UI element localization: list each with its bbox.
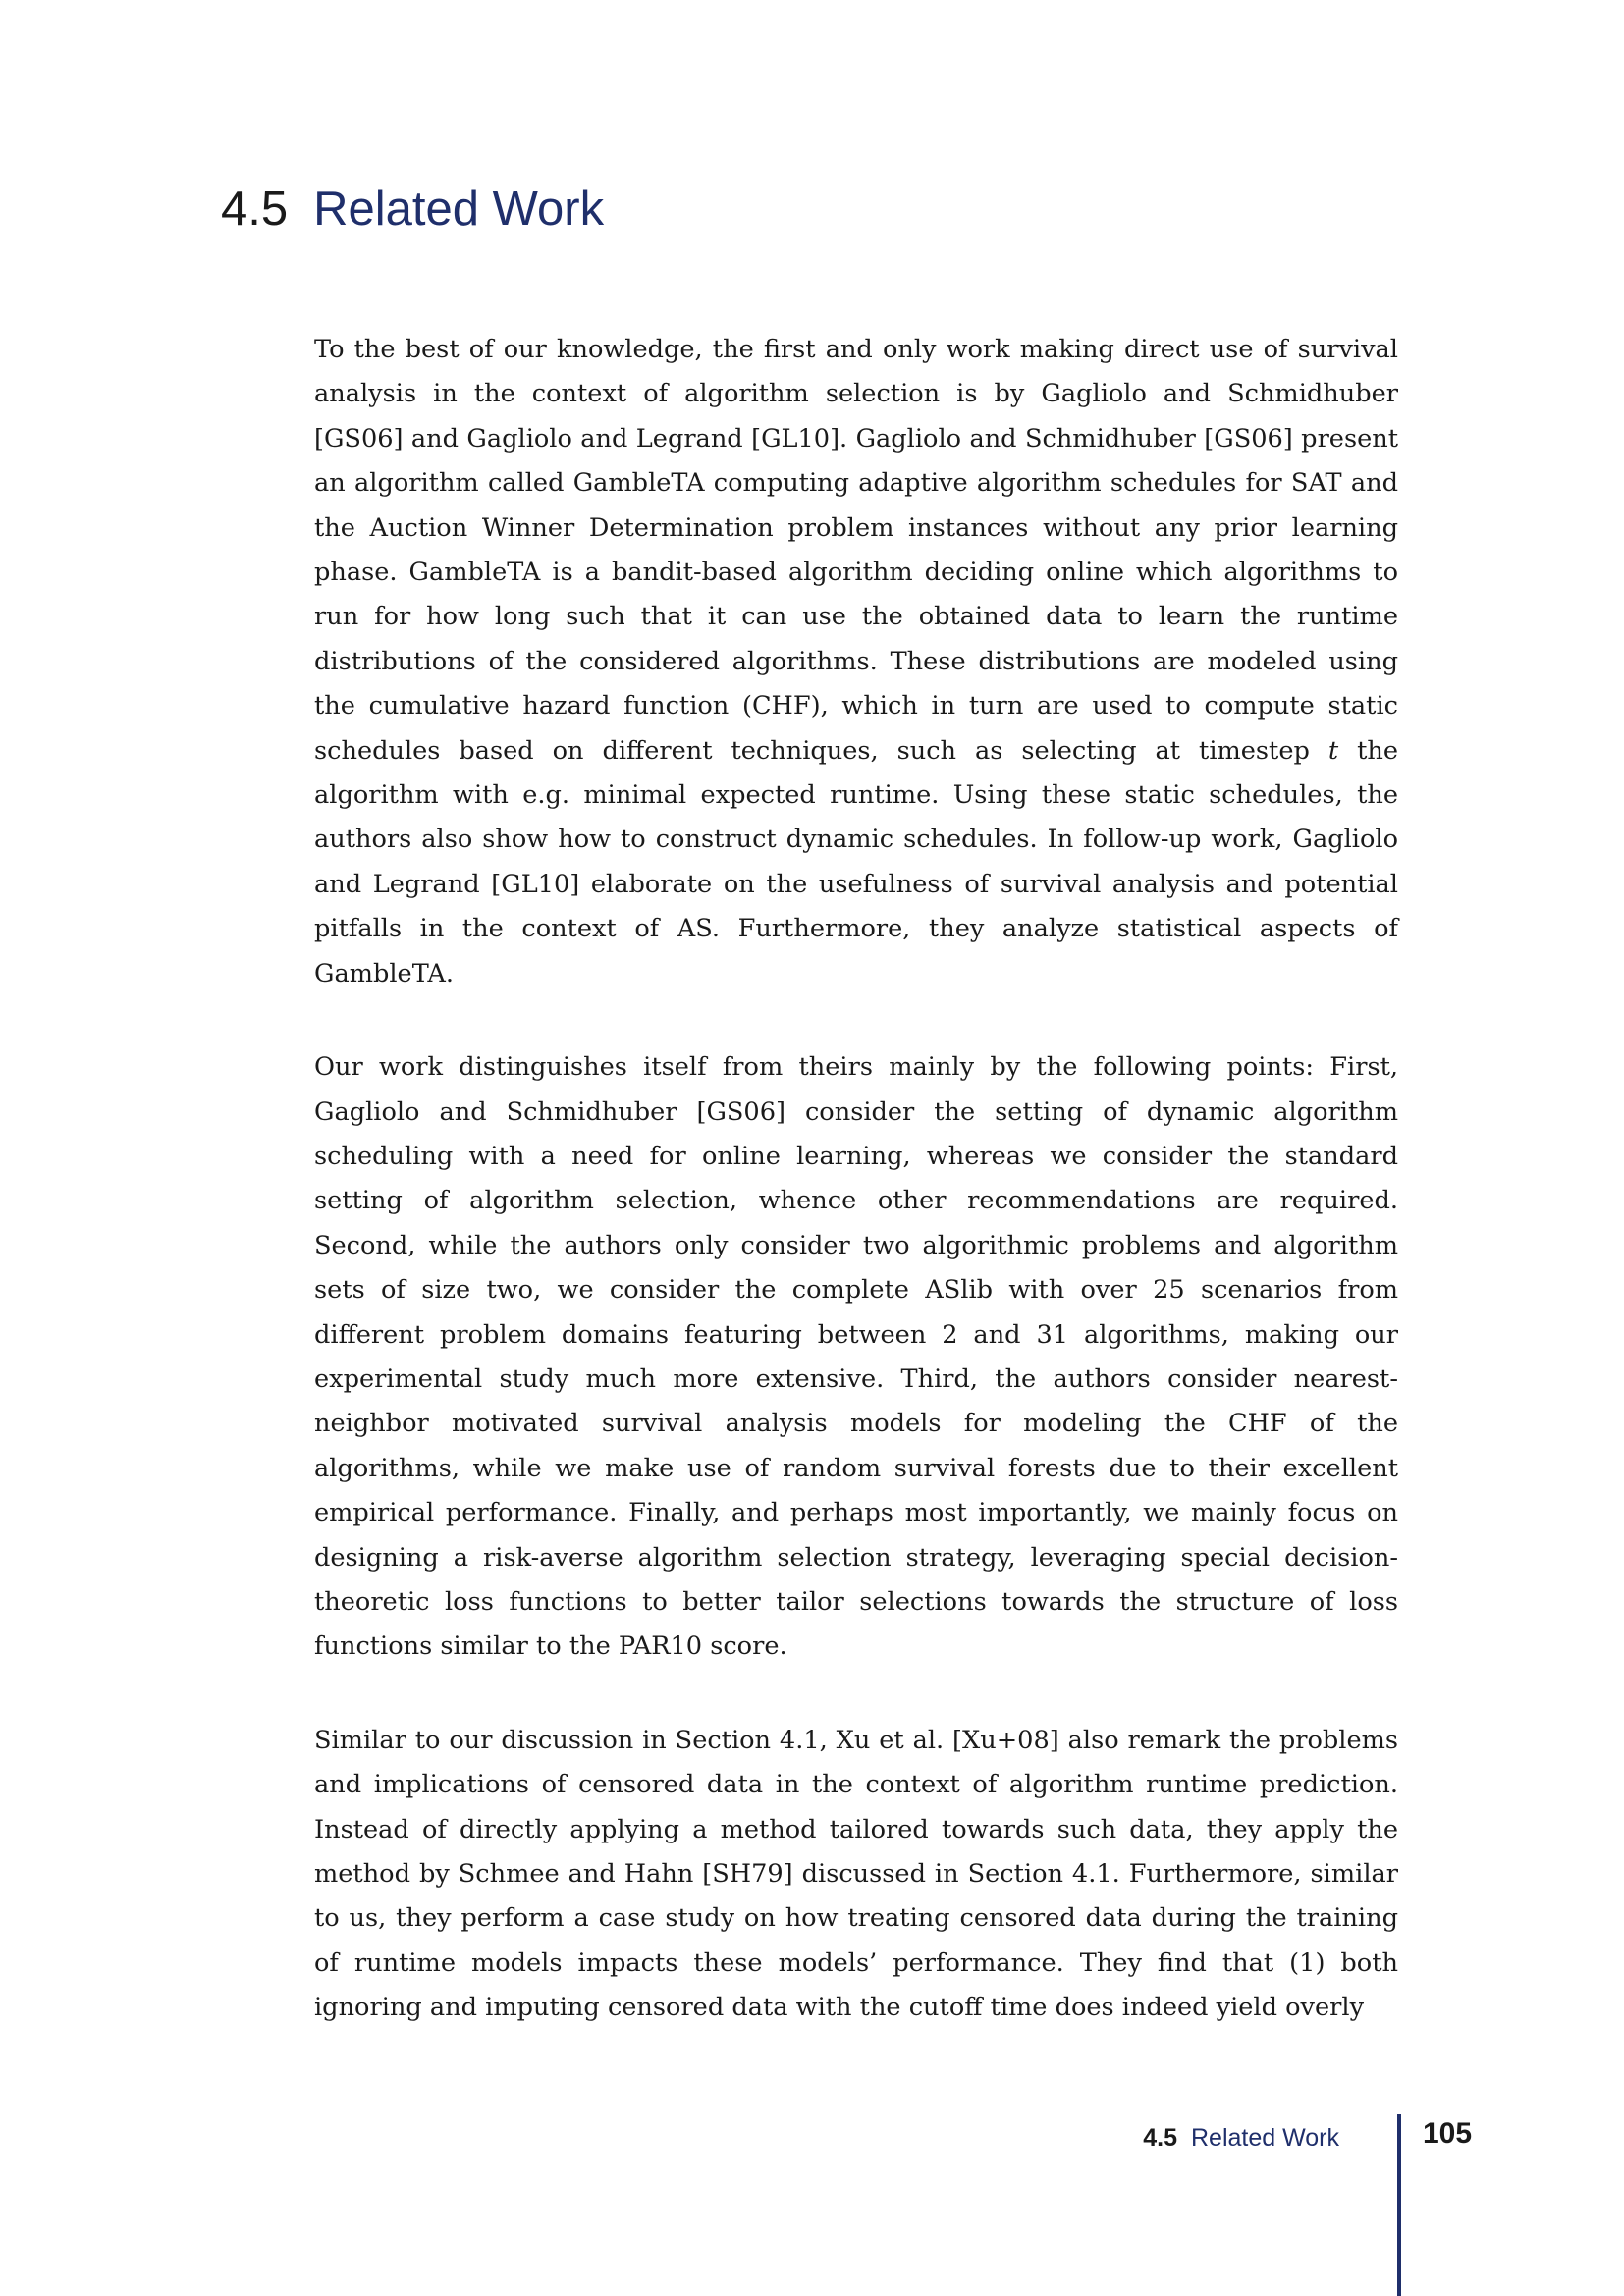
paragraph-2: Our work distinguishes itself from theirs mainly by the following points: First, Gagliolo and Schmidhuber [GS06] consider the setting of dynamic algorithm scheduling with a need for online learning, whereas we consider the standard setting of algorithm selection, whence other recommendations are required. Second, while the authors only consider two algorithmic problems and algorithm sets of size two, we consider the complete ASlib with over 25 scenarios from different problem domains featuring between 2 and 31 algorithms, making our experimental study much more extensive. Third, the authors consider nearest-neighbor motivated survival analysis models for modeling the CHF of the algorithms, while we make use of random survival forests due to their excellent empirical performance. Finally, and perhaps most importantly, we mainly focus on designing a risk-averse algorithm selection strategy, leveraging special decision-theoretic loss functions to better tailor selections towards the structure of loss functions similar to the PAR10 score. — [314, 1052, 1398, 1662]
paragraph-1 — [314, 328, 1398, 996]
paragraph-1-text: To the best of our knowledge, the first and only work making direct use of survival analysis in the context of algorithm selection is by Gagliolo and Schmidhuber [GS06] and Gagliolo and Legrand [GL10]. Gagliolo and Schmidhuber [GS06] present an algorithm called GambleTA computing adaptive algorithm schedules for SAT and the Auction Winner Determination problem instances without any prior learning phase. GambleTA is a bandit-based algorithm deciding online which algorithms to run for how long such that it can use the obtained data to learn the runtime distributions of the considered algorithms. These distributions are modeled using the cumulative hazard function (CHF), which in turn are used to compute static schedules based on different techniques, such as selecting at timestep — [314, 335, 1398, 766]
section-number: 4.5 — [221, 183, 289, 236]
section-heading — [221, 180, 604, 239]
body-text — [314, 328, 1398, 2031]
footer-section-title: Related Work — [1191, 2124, 1339, 2152]
paragraph-1-text-after: the algorithm with e.g. minimal expected runtime. Using these static schedules, the authors also show how to construct dynamic schedules. In follow-up work, Gagliolo and Legrand [GL10] elaborate on the usefulness of survival analysis and potential pitfalls in the context of AS. Furthermore, they analyze statistical aspects of GambleTA. — [314, 735, 1399, 988]
footer-section-number: 4.5 — [1143, 2124, 1177, 2152]
paragraph-3: Similar to our discussion in Section 4.1, Xu et al. [Xu+08] also remark the problems and implications of censored data in the context of algorithm runtime prediction. Instead of directly applying a method tailored towards such data, they apply the method by Schmee and Hahn [SH79] discussed in Section 4.1. Furthermore, similar to us, they perform a case study on how treating censored data during the training of runtime models impacts these models’ performance. They find that (1) both ignoring and imputing censored data with the cutoff time does indeed yield overly — [314, 1725, 1398, 2023]
running-footer — [1143, 2120, 1339, 2156]
section-title: Related Work — [313, 183, 605, 236]
footer-divider — [1397, 2114, 1401, 2296]
math-variable-t: t — [1327, 735, 1339, 766]
page-number: 105 — [1423, 2117, 1473, 2150]
